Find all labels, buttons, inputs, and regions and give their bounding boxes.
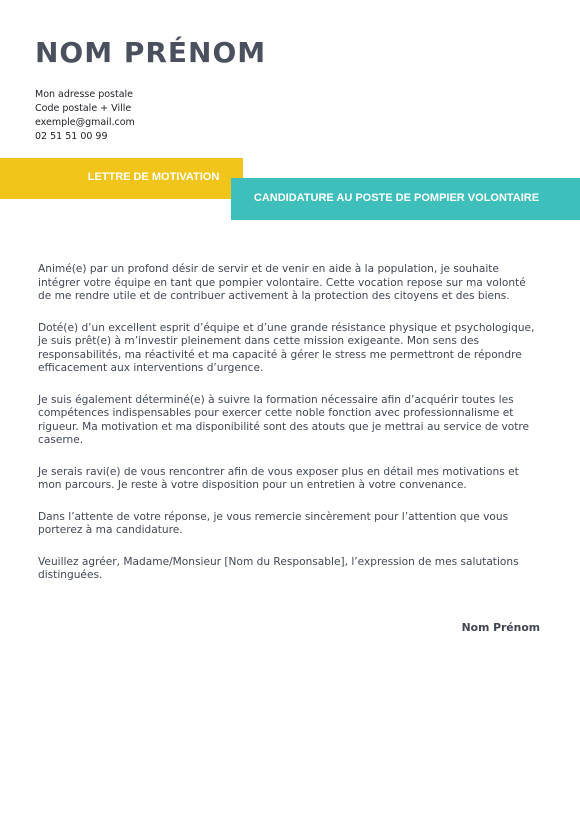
letter-title: LETTRE DE MOTIVATION <box>87 171 220 183</box>
email-address: exemple@gmail.com <box>35 117 135 128</box>
phone-number: 02 51 51 00 99 <box>35 131 108 142</box>
author-name: NOM PRÉNOM <box>35 36 267 69</box>
paragraph-thanks: Dans l’attente de votre réponse, je vous remercie sincèrement pour l’attention que vous porterez à ma candidature. <box>38 510 509 536</box>
paragraph-closing: Veuillez agréer, Madame/Monsieur [Nom du Responsable], l’expression de mes salutations distinguées. <box>38 555 519 581</box>
signature: Nom Prénom <box>461 621 540 634</box>
subject-band <box>231 178 580 220</box>
postal-address: Mon adresse postale <box>35 89 134 100</box>
postal-code-city: Code postale + Ville <box>35 103 132 114</box>
contact-block <box>35 88 135 144</box>
letter-subject: CANDIDATURE AU POSTE DE POMPIER VOLONTAIRE <box>253 192 540 204</box>
paragraph-training: Je suis également déterminé(e) à suivre la formation nécessaire afin d’acquérir toutes les compétences indispensables pour exercer cette noble fonction avec professionnalisme et rigueur. Ma motivation et ma disponibilité sont des atouts que je mettrai au service de votre caserne. <box>38 393 530 446</box>
paragraph-interview: Je serais ravi(e) de vous rencontrer afin de vous exposer plus en détail mes motivations et mon parcours. Je reste à votre disposition pour un entretien à votre convenance. <box>38 465 519 491</box>
letter-body <box>38 263 538 601</box>
paragraph-intro: Animé(e) par un profond désir de servir et de venir en aide à la population, je souhaite intégrer votre équipe en tant que pompier volontaire. Cette vocation repose sur ma volonté de me rendre utile et de contribuer activement à la protection des citoyens et des biens. <box>38 263 526 302</box>
paragraph-qualities: Doté(e) d’un excellent esprit d’équipe et d’une grande résistance physique et psychologique, je suis prêt(e) à m’investir pleinement dans cette mission exigeante. Mon sens des responsabilités, ma réactivité et ma capacité à gérer le stress me permettront de répondre efficacement aux interventions d’urgence. <box>38 321 535 374</box>
